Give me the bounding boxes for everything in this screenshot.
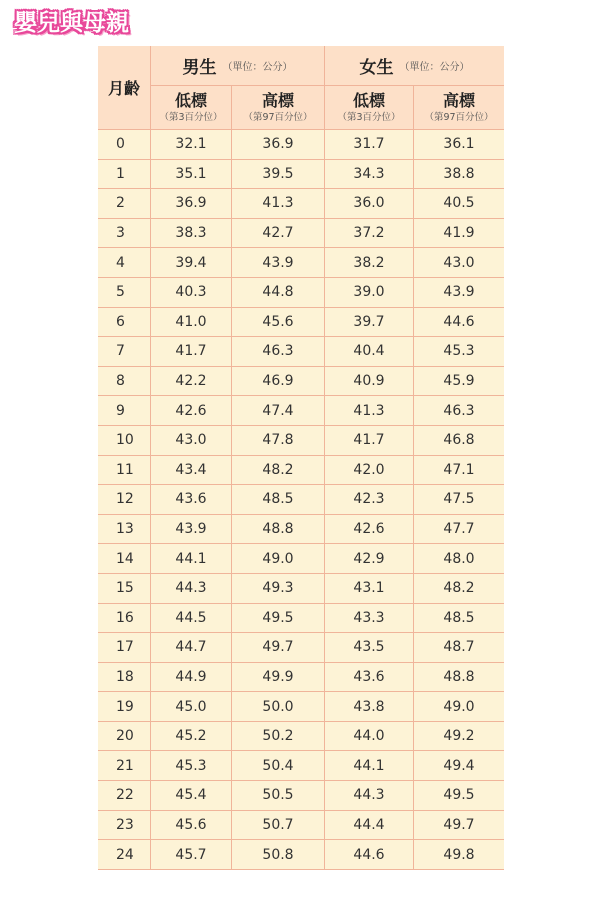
- girls-low-cell: 40.4: [325, 337, 414, 367]
- table-row: [98, 811, 504, 841]
- table-row: [98, 189, 504, 219]
- girls-high-cell: 46.3: [414, 396, 504, 426]
- table-row: [98, 663, 504, 693]
- boys-high-cell: 48.2: [232, 456, 325, 486]
- table-row: [98, 692, 504, 722]
- girls-low-cell: 42.3: [325, 485, 414, 515]
- brand-logo: 嬰兒與母親: [14, 10, 129, 36]
- boys-high-cell: 50.0: [232, 692, 325, 722]
- boys-low-cell: 38.3: [151, 219, 232, 249]
- boys-low-cell: 36.9: [151, 189, 232, 219]
- table-row: [98, 781, 504, 811]
- boys-low-cell: 43.4: [151, 456, 232, 486]
- girls-high-cell: 49.0: [414, 692, 504, 722]
- month-cell: 22: [98, 781, 151, 811]
- girls-high-cell: 45.3: [414, 337, 504, 367]
- girls-high-cell: 49.5: [414, 781, 504, 811]
- month-cell: 19: [98, 692, 151, 722]
- girls-high-cell: 41.9: [414, 219, 504, 249]
- boys-high-cell: 49.0: [232, 544, 325, 574]
- boys-high-header: [232, 86, 325, 130]
- boys-high-cell: 46.3: [232, 337, 325, 367]
- girls-low-cell: 31.7: [325, 130, 414, 160]
- girls-high-cell: 49.2: [414, 722, 504, 752]
- table-row: [98, 396, 504, 426]
- boys-high-cell: 50.4: [232, 751, 325, 781]
- boys-high-cell: 49.9: [232, 663, 325, 693]
- boys-high-cell: 49.5: [232, 604, 325, 634]
- girls-high-header: [414, 86, 504, 130]
- girls-low-cell: 43.6: [325, 663, 414, 693]
- table-row: [98, 426, 504, 456]
- boys-low-cell: 45.0: [151, 692, 232, 722]
- girls-low-cell: 42.0: [325, 456, 414, 486]
- month-cell: 12: [98, 485, 151, 515]
- boys-high-cell: 47.8: [232, 426, 325, 456]
- girls-group-header: [325, 46, 504, 86]
- boys-low-cell: 45.3: [151, 751, 232, 781]
- boys-low-cell: 39.4: [151, 248, 232, 278]
- girls-high-cell: 49.8: [414, 840, 504, 870]
- boys-low-cell: 40.3: [151, 278, 232, 308]
- girls-low-cell: 37.2: [325, 219, 414, 249]
- month-cell: 11: [98, 456, 151, 486]
- boys-high-cell: 36.9: [232, 130, 325, 160]
- month-cell: 4: [98, 248, 151, 278]
- table-row: [98, 308, 504, 338]
- boys-high-cell: 49.7: [232, 633, 325, 663]
- subheader-note: （第3百分位）: [159, 111, 223, 123]
- table-row: [98, 485, 504, 515]
- girls-high-cell: 48.8: [414, 663, 504, 693]
- month-cell: 20: [98, 722, 151, 752]
- boys-low-cell: 43.0: [151, 426, 232, 456]
- boys-high-cell: 49.3: [232, 574, 325, 604]
- boys-high-cell: 48.8: [232, 515, 325, 545]
- month-cell: 14: [98, 544, 151, 574]
- table-row: [98, 722, 504, 752]
- month-cell: 18: [98, 663, 151, 693]
- head-circumference-table: [98, 46, 504, 870]
- table-row: [98, 574, 504, 604]
- girls-high-cell: 44.6: [414, 308, 504, 338]
- table-row: [98, 515, 504, 545]
- boys-high-cell: 50.2: [232, 722, 325, 752]
- girls-high-cell: 48.7: [414, 633, 504, 663]
- girls-low-cell: 43.5: [325, 633, 414, 663]
- table-row: [98, 751, 504, 781]
- month-cell: 9: [98, 396, 151, 426]
- boys-group-header: [151, 46, 325, 86]
- girls-low-cell: 39.0: [325, 278, 414, 308]
- subheader-note: （第3百分位）: [337, 111, 401, 123]
- boys-low-cell: 45.7: [151, 840, 232, 870]
- boys-high-cell: 50.7: [232, 811, 325, 841]
- boys-low-cell: 45.4: [151, 781, 232, 811]
- month-cell: 2: [98, 189, 151, 219]
- girls-low-cell: 41.7: [325, 426, 414, 456]
- girls-low-cell: 44.1: [325, 751, 414, 781]
- table-row: [98, 130, 504, 160]
- month-cell: 5: [98, 278, 151, 308]
- month-cell: 23: [98, 811, 151, 841]
- table-header: [98, 46, 504, 130]
- girls-low-cell: 34.3: [325, 160, 414, 190]
- boys-low-cell: 41.7: [151, 337, 232, 367]
- girls-high-cell: 47.7: [414, 515, 504, 545]
- boys-low-cell: 43.6: [151, 485, 232, 515]
- boys-low-cell: 44.3: [151, 574, 232, 604]
- month-cell: 0: [98, 130, 151, 160]
- girls-label: 女生: [359, 58, 394, 78]
- girls-low-cell: 41.3: [325, 396, 414, 426]
- table-row: [98, 337, 504, 367]
- table-row: [98, 367, 504, 397]
- girls-high-cell: 43.9: [414, 278, 504, 308]
- table-row: [98, 604, 504, 634]
- boys-low-cell: 42.2: [151, 367, 232, 397]
- boys-high-cell: 39.5: [232, 160, 325, 190]
- month-cell: 17: [98, 633, 151, 663]
- boys-high-cell: 43.9: [232, 248, 325, 278]
- boys-low-header: [151, 86, 232, 130]
- girls-high-cell: 48.2: [414, 574, 504, 604]
- girls-high-cell: 45.9: [414, 367, 504, 397]
- girls-low-header: [325, 86, 414, 130]
- subheader-label: 高標: [442, 90, 475, 110]
- girls-low-cell: 44.6: [325, 840, 414, 870]
- girls-low-cell: 39.7: [325, 308, 414, 338]
- table-row: [98, 544, 504, 574]
- girls-low-cell: 42.6: [325, 515, 414, 545]
- subheader-label: 低標: [174, 90, 207, 110]
- boys-low-cell: 44.5: [151, 604, 232, 634]
- subheader-label: 低標: [352, 90, 385, 110]
- girls-high-cell: 49.4: [414, 751, 504, 781]
- boys-high-cell: 45.6: [232, 308, 325, 338]
- month-cell: 3: [98, 219, 151, 249]
- table-row: [98, 278, 504, 308]
- month-cell: 8: [98, 367, 151, 397]
- boys-low-cell: 44.9: [151, 663, 232, 693]
- girls-high-cell: 46.8: [414, 426, 504, 456]
- table-row: [98, 633, 504, 663]
- girls-low-cell: 38.2: [325, 248, 414, 278]
- month-cell: 1: [98, 160, 151, 190]
- table-body: [98, 130, 504, 870]
- month-cell: 10: [98, 426, 151, 456]
- subheader-note: （第97百分位）: [243, 111, 313, 123]
- boys-low-cell: 44.7: [151, 633, 232, 663]
- boys-high-cell: 47.4: [232, 396, 325, 426]
- boys-low-cell: 41.0: [151, 308, 232, 338]
- girls-high-cell: 48.0: [414, 544, 504, 574]
- month-cell: 21: [98, 751, 151, 781]
- girls-unit: （單位：公分）: [399, 62, 470, 73]
- month-cell: 13: [98, 515, 151, 545]
- girls-low-cell: 43.1: [325, 574, 414, 604]
- table-row: [98, 219, 504, 249]
- boys-low-cell: 42.6: [151, 396, 232, 426]
- girls-high-cell: 47.5: [414, 485, 504, 515]
- boys-low-cell: 32.1: [151, 130, 232, 160]
- month-cell: 6: [98, 308, 151, 338]
- boys-unit: （單位：公分）: [222, 62, 293, 73]
- boys-low-cell: 35.1: [151, 160, 232, 190]
- table-row: [98, 248, 504, 278]
- table-row: [98, 840, 504, 870]
- boys-label: 男生: [182, 58, 217, 78]
- table-row: [98, 160, 504, 190]
- boys-high-cell: 50.5: [232, 781, 325, 811]
- month-cell: 7: [98, 337, 151, 367]
- boys-low-cell: 43.9: [151, 515, 232, 545]
- girls-high-cell: 43.0: [414, 248, 504, 278]
- boys-high-cell: 42.7: [232, 219, 325, 249]
- girls-high-cell: 48.5: [414, 604, 504, 634]
- boys-high-cell: 50.8: [232, 840, 325, 870]
- month-cell: 16: [98, 604, 151, 634]
- girls-high-cell: 36.1: [414, 130, 504, 160]
- girls-low-cell: 43.8: [325, 692, 414, 722]
- boys-low-cell: 45.6: [151, 811, 232, 841]
- month-cell: 24: [98, 840, 151, 870]
- girls-low-cell: 36.0: [325, 189, 414, 219]
- subheader-note: （第97百分位）: [424, 111, 494, 123]
- girls-low-cell: 42.9: [325, 544, 414, 574]
- boys-high-cell: 48.5: [232, 485, 325, 515]
- boys-high-cell: 46.9: [232, 367, 325, 397]
- boys-low-cell: 45.2: [151, 722, 232, 752]
- subheader-label: 高標: [261, 90, 294, 110]
- girls-low-cell: 44.4: [325, 811, 414, 841]
- girls-low-cell: 43.3: [325, 604, 414, 634]
- girls-low-cell: 44.3: [325, 781, 414, 811]
- girls-low-cell: 40.9: [325, 367, 414, 397]
- girls-high-cell: 38.8: [414, 160, 504, 190]
- boys-low-cell: 44.1: [151, 544, 232, 574]
- girls-high-cell: 47.1: [414, 456, 504, 486]
- girls-high-cell: 40.5: [414, 189, 504, 219]
- girls-low-cell: 44.0: [325, 722, 414, 752]
- girls-high-cell: 49.7: [414, 811, 504, 841]
- boys-high-cell: 41.3: [232, 189, 325, 219]
- month-cell: 15: [98, 574, 151, 604]
- month-header: 月齡: [98, 46, 151, 130]
- boys-high-cell: 44.8: [232, 278, 325, 308]
- table-row: [98, 456, 504, 486]
